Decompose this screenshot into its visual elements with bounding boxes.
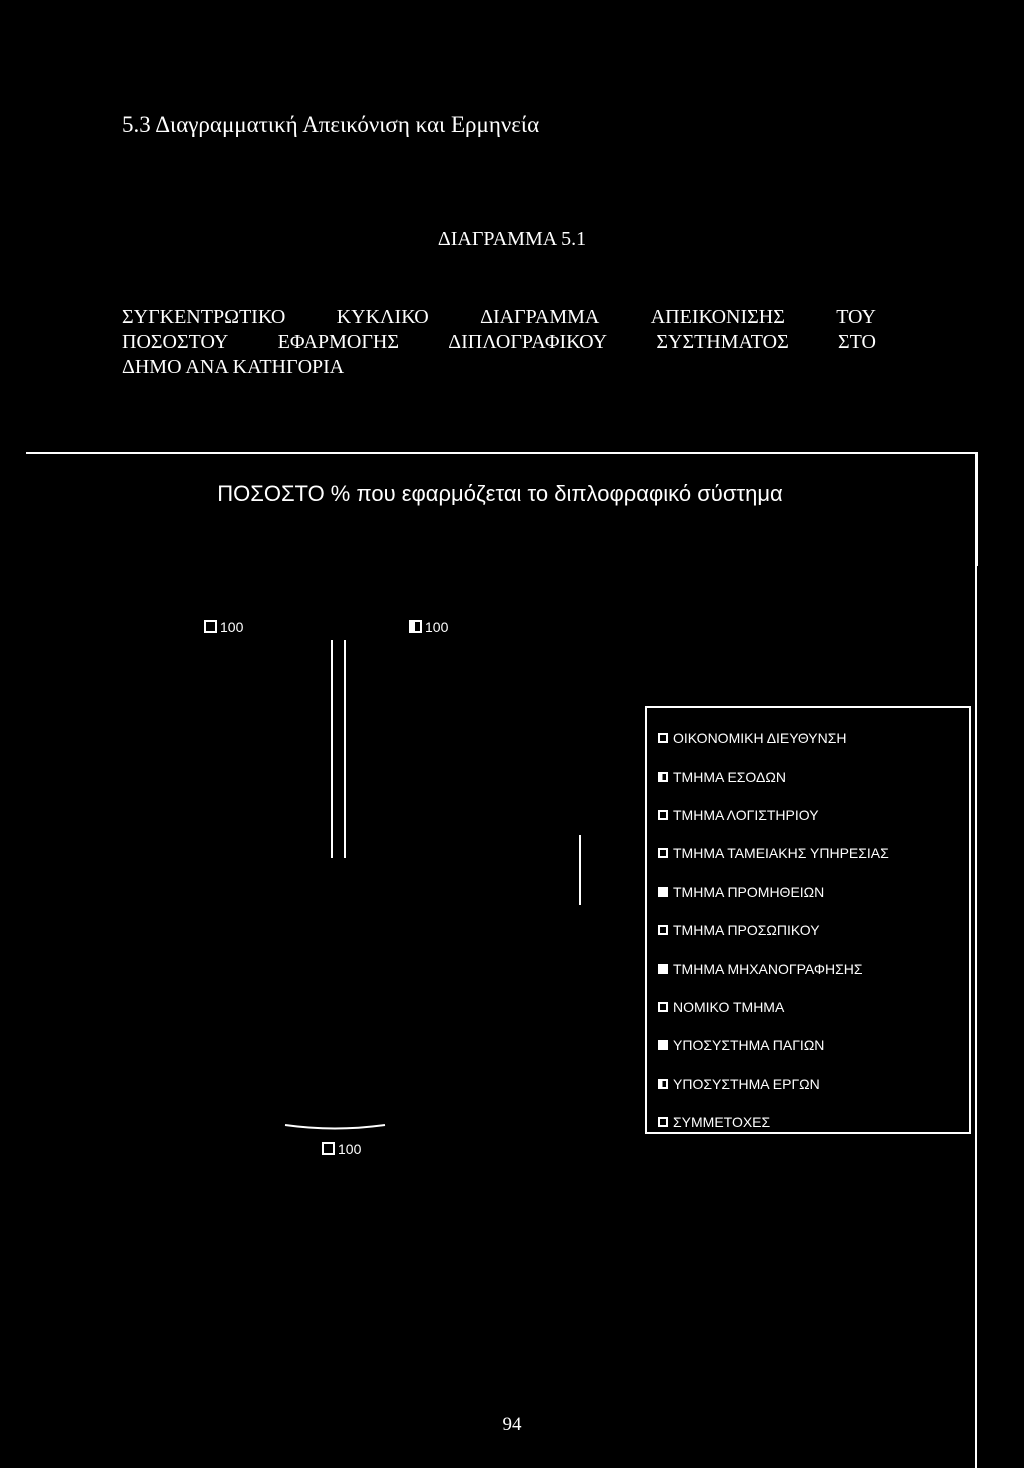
data-label-text: 100 xyxy=(425,619,449,635)
legend-item xyxy=(658,988,889,1026)
pie-slice xyxy=(165,805,455,967)
caption-word: ΣΤΟ xyxy=(838,331,876,353)
legend-swatch xyxy=(658,733,668,743)
legend-swatch xyxy=(658,810,668,820)
caption-word: ΕΦΑΡΜΟΓΗΣ xyxy=(277,331,399,353)
section-heading: 5.3 Διαγραμματική Απεικόνιση και Ερμηνεία xyxy=(122,112,540,137)
legend-swatch xyxy=(658,887,668,897)
legend-label: ΤΜΗΜΑ ΛΟΓΙΣΤΗΡΙΟΥ xyxy=(673,806,819,823)
caption-word: ΔΗΜΟ ΑΝΑ ΚΑΤΗΓΟΡΙΑ xyxy=(122,356,345,378)
legend-label: ΝΟΜΙΚΟ ΤΜΗΜΑ xyxy=(673,998,785,1015)
diagram-number: ΔΙΑΓΡΑΜΜΑ 5.1 xyxy=(437,228,587,250)
data-label xyxy=(323,1141,362,1157)
legend-swatch xyxy=(658,1002,668,1012)
data-label xyxy=(410,619,449,635)
legend-label: ΤΜΗΜΑ ΠΡΟΣΩΠΙΚΟΥ xyxy=(673,922,820,939)
caption-word: ΠΟΣΟΣΤΟΥ xyxy=(122,331,229,353)
legend-item xyxy=(658,1026,889,1064)
legend-item xyxy=(658,757,889,795)
legend-item xyxy=(658,911,889,949)
legend-swatch xyxy=(658,1040,668,1050)
caption-word: ΣΥΓΚΕΝΤΡΩΤΙΚΟ xyxy=(122,306,286,328)
legend-swatch xyxy=(658,925,668,935)
pie-slice xyxy=(455,635,612,925)
chart-legend xyxy=(645,706,971,1134)
legend-label: ΣΥΜΜΕΤΟΧΕΣ xyxy=(673,1114,771,1131)
caption-word: ΣΥΣΤΗΜΑΤΟΣ xyxy=(656,331,789,353)
pie-slice xyxy=(455,925,674,1203)
data-label-text: 100 xyxy=(338,1141,362,1157)
caption-word: ΔΙΠΛΟΓΡΑΦΙΚΟΥ xyxy=(448,331,608,353)
legend-label: ΤΜΗΜΑ ΠΡΟΜΗΘΕΙΩΝ xyxy=(673,883,825,900)
data-label-swatch xyxy=(323,1143,334,1154)
legend-item xyxy=(658,834,889,872)
legend-label: ΥΠΟΣΥΣΤΗΜΑ ΠΑΓΙΩΝ xyxy=(673,1037,825,1054)
legend-swatch xyxy=(658,1079,668,1089)
caption-word: ΑΠΕΙΚΟΝΙΣΗΣ xyxy=(650,306,785,328)
legend-label: ΟΙΚΟΝΟΜΙΚΗ ΔΙΕΥΘΥΝΣΗ xyxy=(673,730,847,747)
data-label xyxy=(205,619,244,635)
caption-word: ΚΥΚΛΙΚΟ xyxy=(336,306,429,328)
legend-item xyxy=(658,796,889,834)
chart-title: ΠΟΣΟΣΤΟ % που εφαρμόζεται το διπλοφραφικό σύστημα xyxy=(217,481,783,506)
data-label-text: 100 xyxy=(220,619,244,635)
pie-slice xyxy=(236,925,455,1203)
legend-item xyxy=(658,949,889,987)
legend-list xyxy=(658,719,889,1141)
legend-label: ΤΜΗΜΑ ΕΣΟΔΩΝ xyxy=(673,768,786,785)
pie-slice xyxy=(168,925,455,1115)
legend-item xyxy=(658,873,889,911)
legend-swatch xyxy=(658,772,668,782)
pie-slice xyxy=(373,925,536,1215)
legend-item xyxy=(658,719,889,757)
legend-item xyxy=(658,1103,889,1141)
legend-swatch xyxy=(658,1117,668,1127)
legend-item xyxy=(658,1065,889,1103)
caption-word: ΤΟΥ xyxy=(836,306,876,328)
legend-label: ΥΠΟΣΥΣΤΗΜΑ ΕΡΓΩΝ xyxy=(673,1075,820,1092)
legend-label: ΤΜΗΜΑ ΤΑΜΕΙΑΚΗΣ ΥΠΗΡΕΣΙΑΣ xyxy=(673,845,889,862)
pie-slice xyxy=(298,635,455,925)
data-label-swatch xyxy=(205,621,216,632)
caption-word: ΔΙΑΓΡΑΜΜΑ xyxy=(480,306,600,328)
legend-label: ΤΜΗΜΑ ΜΗΧΑΝΟΓΡΑΦΗΣΗΣ xyxy=(673,960,863,977)
legend-swatch xyxy=(658,848,668,858)
legend-swatch xyxy=(658,964,668,974)
pie-slice-edge xyxy=(285,1125,385,1129)
data-label-swatch-fill xyxy=(411,622,415,631)
page-number: 94 xyxy=(502,1414,522,1435)
pie-slice xyxy=(191,681,455,925)
